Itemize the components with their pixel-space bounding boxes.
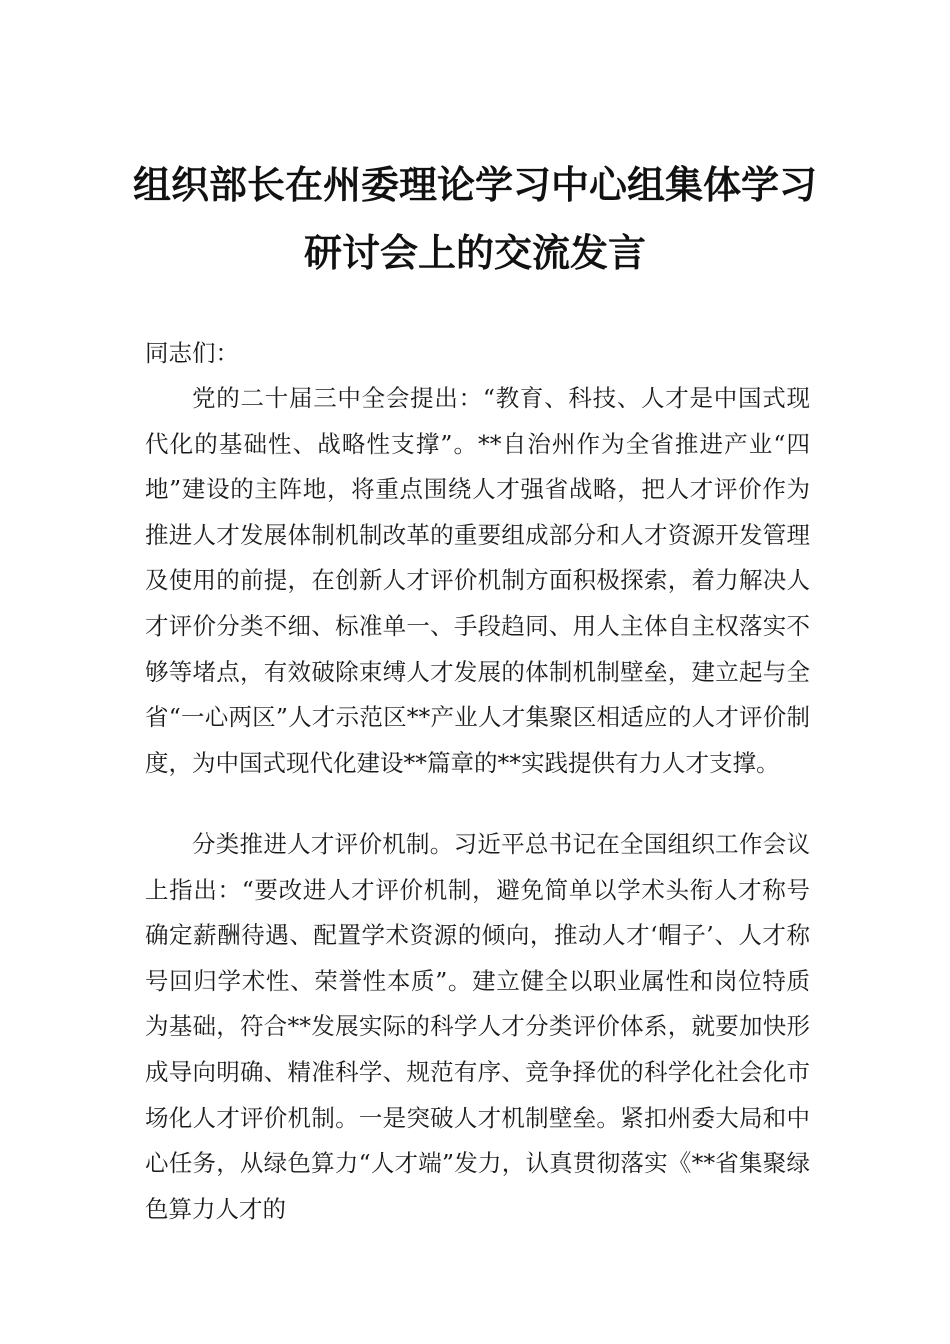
document-title-line-1: 组织部长在州委理论学习中心组集体学习: [132, 163, 817, 207]
document-title-line-2: 研讨会上的交流发言: [303, 231, 646, 275]
salutation: 同志们：: [145, 339, 239, 367]
paragraph-2: 分类推进人才评价机制。习近平总书记在全国组织工作会议上指出：“要改进人才评价机制，避免简单以学术头衔人才称号确定薪酬待遇、配置学术资源的倾向，推动人才‘帽子’、人才称号回归学术性、荣誉性本质”。建立健全以职业属性和岗位特质为基础，符合**发展实际的科学人才分类评价体系，就要加快形成导向明确、精准科学、规范有序、竞争择优的科学化社会化市场化人才评价机制。一是突破人才机制壁垒。紧扣州委大局和中心任务，从绿色算力“人才端”发力，认真贯彻落实《**省集聚绿色算力人才的: [145, 830, 810, 1223]
paragraph-1: 党的二十届三中全会提出：“教育、科技、人才是中国式现代化的基础性、战略性支撑”。**自治州作为全省推进产业“四地”建设的主阵地，将重点围绕人才强省战略，把人才评价作为推进人才发展体制机制改革的重要组成部分和人才资源开发管理及使用的前提，在创新人才评价机制方面积极探索，着力解决人才评价分类不细、标准单一、手段趋同、用人主体自主权落实不够等堵点，有效破除束缚人才发展的体制机制壁垒，建立起与全省“一心两区”人才示范区**产业人才集聚区相适应的人才评价制度，为中国式现代化建设**篇章的**实践提供有力人才支撑。: [145, 384, 810, 777]
